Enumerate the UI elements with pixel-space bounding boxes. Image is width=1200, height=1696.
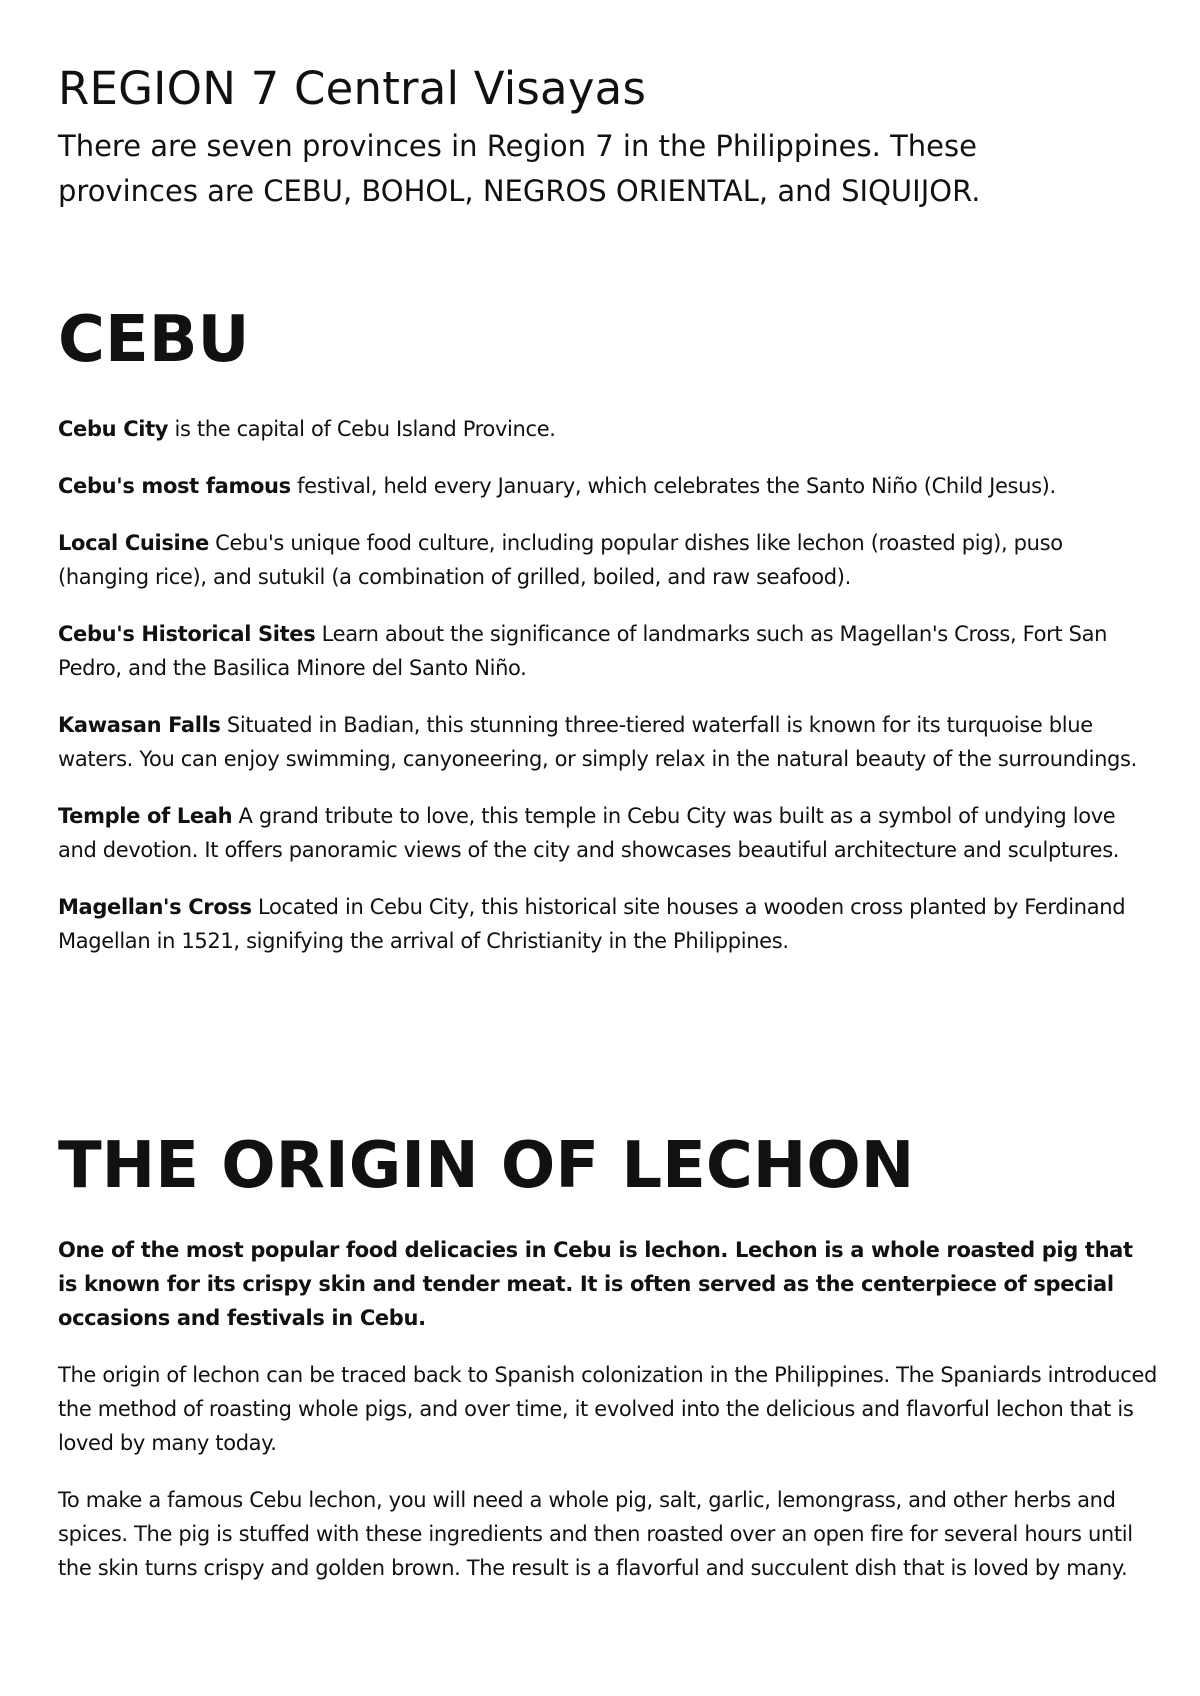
region-title: REGION 7 Central Visayas: [58, 62, 647, 115]
lechon-section: [58, 1233, 1158, 1608]
item-term: Cebu's Historical Sites: [58, 622, 316, 646]
cebu-list: [58, 412, 1158, 981]
region-intro: There are seven provinces in Region 7 in the Philippines. These provinces are CEBU, BOHOL, NEGROS ORIENTAL, and SIQUIJOR.: [58, 129, 981, 208]
lechon-paragraph: To make a famous Cebu lechon, you will need a whole pig, salt, garlic, lemongrass, and other herbs and spices. The pig is stuffed with these ingredients and then roasted over an open fire for several hours until the skin turns crispy and golden brown. The result is a flavorful and succulent dish that is loved by many.: [58, 1488, 1133, 1580]
list-item: [58, 617, 1158, 685]
list-item: [58, 526, 1158, 594]
lechon-heading: THE ORIGIN OF LECHON: [58, 1129, 915, 1203]
item-text: Located in Cebu City, this historical site houses a wooden cross planted by Ferdinand Magellan in 1521, signifying the arrival of Christianity in the Philippines.: [58, 895, 1126, 953]
item-term: Temple of Leah: [58, 804, 233, 828]
list-item: [58, 890, 1158, 958]
item-term: Magellan's Cross: [58, 895, 252, 919]
item-text: A grand tribute to love, this temple in Cebu City was built as a symbol of undying love and devotion. It offers panoramic views of the city and showcases beautiful architecture and sculptures.: [58, 804, 1120, 862]
item-text: is the capital of Cebu Island Province.: [168, 417, 556, 441]
item-term: Cebu City: [58, 417, 169, 441]
list-item: [58, 412, 1158, 446]
cebu-heading: CEBU: [58, 303, 250, 377]
item-term: Kawasan Falls: [58, 713, 221, 737]
list-item: [58, 799, 1158, 867]
lechon-lead-paragraph: One of the most popular food delicacies in Cebu is lechon. Lechon is a whole roasted pig that is known for its crispy skin and tender meat. It is often served as the centerpiece of special occasions and festivals in Cebu.: [58, 1238, 1133, 1330]
item-text: Cebu's unique food culture, including popular dishes like lechon (roasted pig), puso (hanging rice), and sutukil (a combination of grilled, boiled, and raw seafood).: [58, 531, 1063, 589]
item-text: Situated in Badian, this stunning three-tiered waterfall is known for its turquoise blue waters. You can enjoy swimming, canyoneering, or simply relax in the natural beauty of the surroundings.: [58, 713, 1137, 771]
item-term: Local Cuisine: [58, 531, 209, 555]
item-text: festival, held every January, which celebrates the Santo Niño (Child Jesus).: [290, 474, 1056, 498]
item-term: Cebu's most famous: [58, 474, 291, 498]
item-text: Learn about the significance of landmarks such as Magellan's Cross, Fort San Pedro, and the Basilica Minore del Santo Niño.: [58, 622, 1108, 680]
list-item: [58, 469, 1158, 503]
list-item: [58, 708, 1158, 776]
lechon-paragraph: The origin of lechon can be traced back to Spanish colonization in the Philippines. The Spaniards introduced the method of roasting whole pigs, and over time, it evolved into the delicious and flavorful lechon that is loved by many today.: [58, 1363, 1158, 1455]
